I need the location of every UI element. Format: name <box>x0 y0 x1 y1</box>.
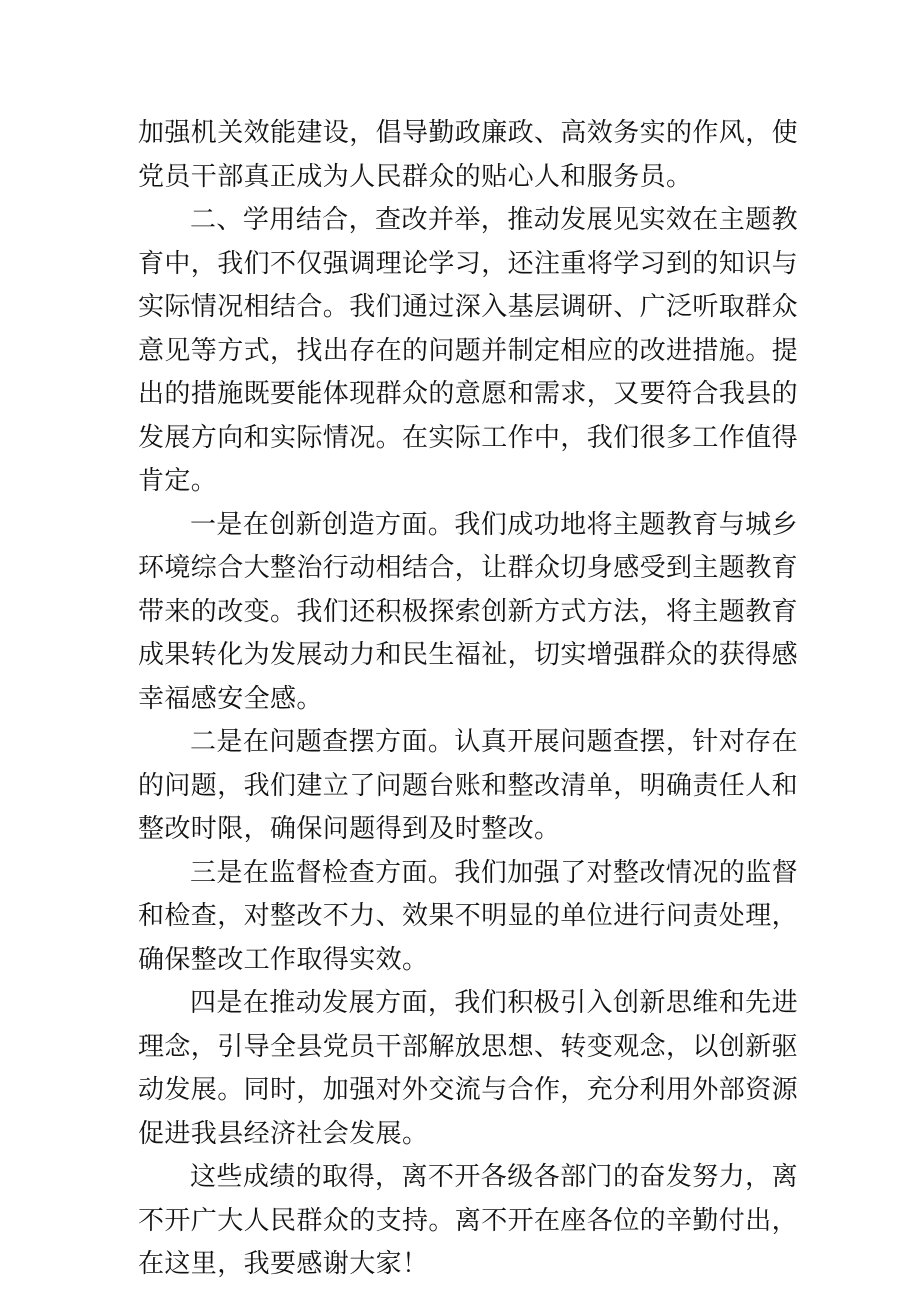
document-body <box>138 112 798 1287</box>
paragraph-continuation: 加强机关效能建设，倡导勤政廉政、高效务实的作风，使党员干部真正成为人民群众的贴心人和服务员。 <box>138 118 799 192</box>
paragraph-problem-review: 二是在问题查摆方面。认真开展问题查摆，针对存在的问题，我们建立了问题台账和整改清单，明确责任人和整改时限，确保问题得到及时整改。 <box>138 727 799 844</box>
paragraph-innovation: 一是在创新创造方面。我们成功地将主题教育与城乡环境综合大整治行动相结合，让群众切身感受到主题教育带来的改变。我们还积极探索创新方式方法，将主题教育成果转化为发展动力和民生福祉，切实增强群众的获得感幸福感安全感。 <box>138 509 799 714</box>
paragraph-development: 四是在推动发展方面，我们积极引入创新思维和先进理念，引导全县党员干部解放思想、转变观念，以创新驱动发展。同时，加强对外交流与合作，充分利用外部资源促进我县经济社会发展。 <box>138 988 799 1149</box>
paragraph-section-two: 二、学用结合，查改并举，推动发展见实效在主题教育中，我们不仅强调理论学习，还注重将学习到的知识与实际情况相结合。我们通过深入基层调研、广泛听取群众意见等方式，找出存在的问题并制定相应的改进措施。提出的措施既要能体现群众的意愿和需求，又要符合我县的发展方向和实际情况。在实际工作中，我们很多工作值得肯定。 <box>138 205 799 496</box>
paragraph-supervision: 三是在监督检查方面。我们加强了对整改情况的监督和检查，对整改不力、效果不明显的单位进行问责处理，确保整改工作取得实效。 <box>138 857 799 975</box>
paragraph-thanks: 这些成绩的取得，离不开各级各部门的奋发努力，离不开广大人民群众的支持。离不开在座各位的辛勤付出，在这里，我要感谢大家！ <box>138 1162 799 1279</box>
